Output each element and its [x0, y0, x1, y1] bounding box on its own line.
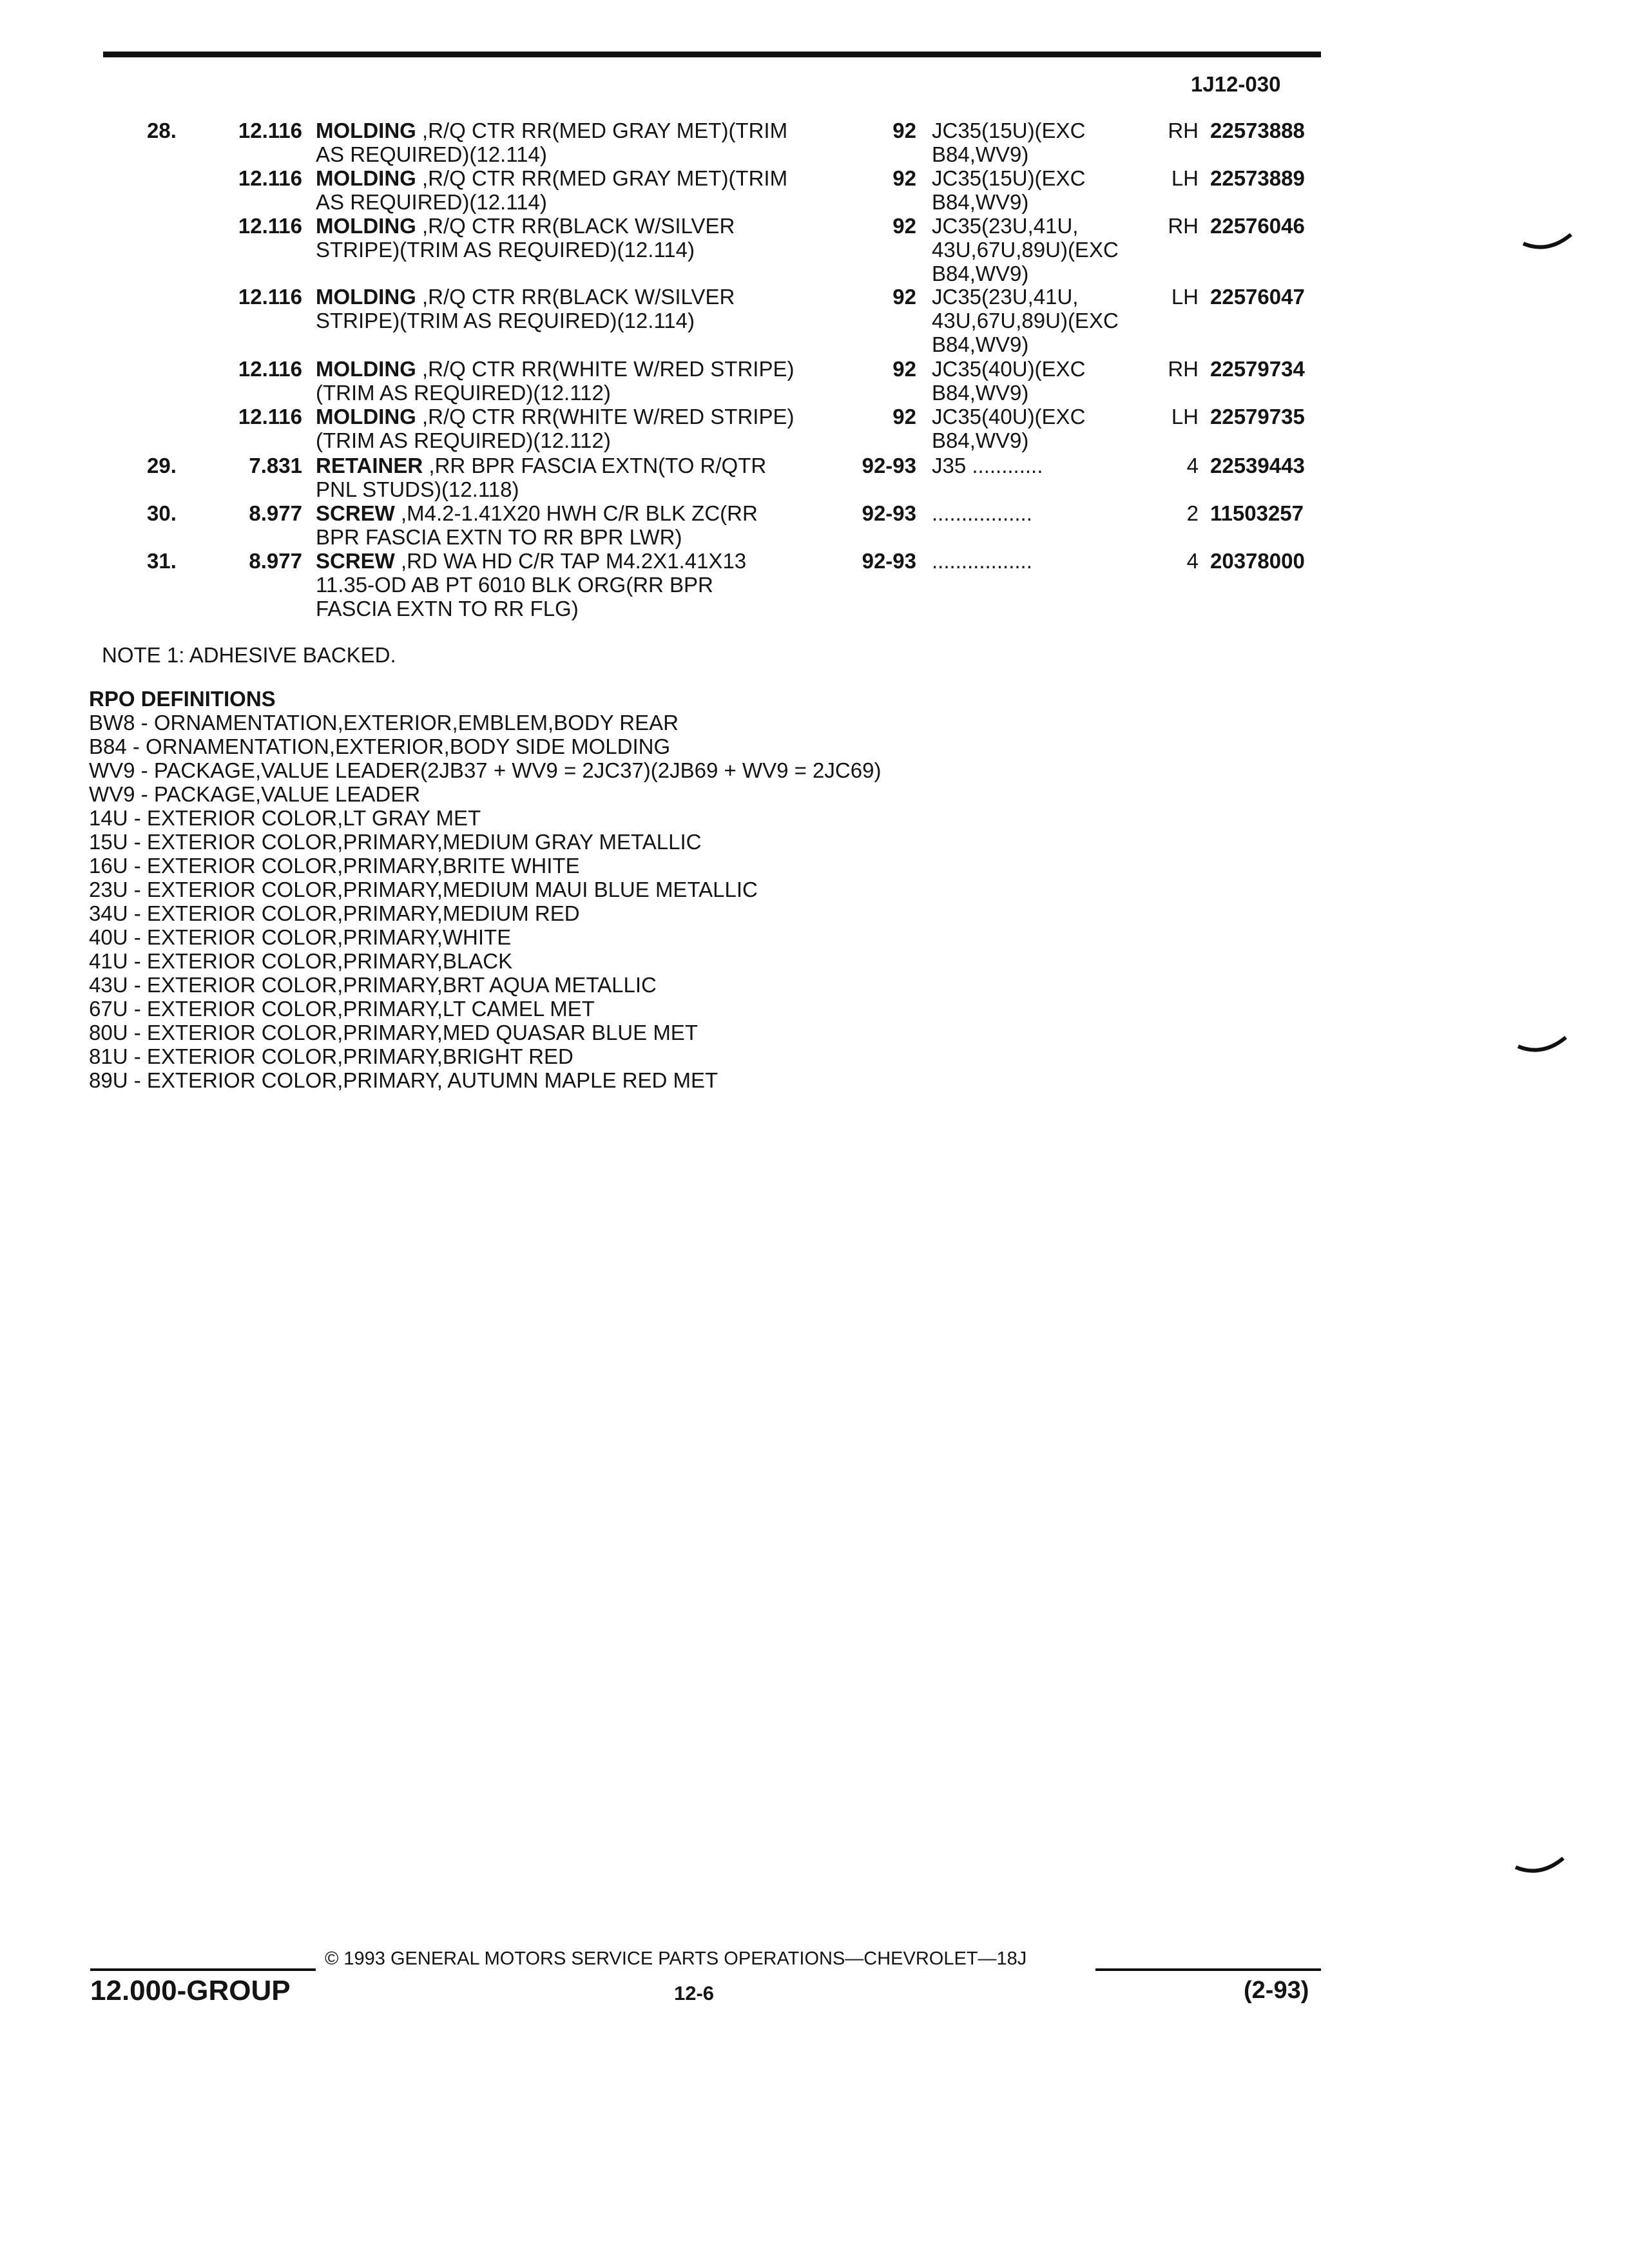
part-number: 20378000: [1210, 549, 1305, 573]
usage-line: 43U,67U,89U)(EXC: [932, 309, 1119, 332]
rpo-item: 67U - EXTERIOR COLOR,PRIMARY,LT CAMEL MET: [89, 997, 595, 1021]
rpo-item: 81U - EXTERIOR COLOR,PRIMARY,BRIGHT RED: [89, 1044, 574, 1068]
rpo-title: RPO DEFINITIONS: [89, 687, 276, 711]
description-line: [316, 454, 851, 477]
part-name: MOLDING: [316, 119, 416, 142]
description-line: [316, 214, 851, 238]
group-number: 7.831: [249, 454, 302, 477]
part-number: 22576047: [1210, 285, 1305, 309]
part-name: MOLDING: [316, 214, 416, 238]
usage: [932, 214, 1151, 285]
description: [316, 357, 851, 405]
side-or-qty: LH: [1171, 285, 1199, 309]
description-line: [316, 357, 851, 381]
group-number: 12.116: [238, 357, 302, 381]
description: [316, 405, 851, 452]
part-number: 11503257: [1210, 501, 1304, 525]
description: [316, 549, 851, 620]
usage: [932, 285, 1151, 356]
description: [316, 454, 851, 501]
group-number: 8.977: [249, 549, 302, 573]
usage-line: JC35(40U)(EXC: [932, 357, 1086, 381]
rpo-item: 14U - EXTERIOR COLOR,LT GRAY MET: [89, 806, 481, 830]
rpo-list: [89, 711, 881, 1092]
description-text: ,R/Q CTR RR(MED GRAY MET)(TRIM: [422, 166, 788, 190]
rpo-item: 34U - EXTERIOR COLOR,PRIMARY,MEDIUM RED: [89, 901, 580, 925]
part-number: 22576046: [1210, 214, 1305, 238]
rpo-item: BW8 - ORNAMENTATION,EXTERIOR,EMBLEM,BODY REAR: [89, 711, 679, 735]
description-text: AS REQUIRED)(12.114): [316, 190, 547, 214]
usage: [932, 166, 1151, 214]
rpo-item: WV9 - PACKAGE,VALUE LEADER: [89, 782, 421, 806]
description-line: [316, 381, 851, 405]
scan-mark-2: [1517, 1035, 1567, 1054]
part-name: MOLDING: [316, 166, 416, 190]
model-year: 92: [892, 357, 916, 381]
description-line: [316, 428, 851, 452]
footer-copyright: © 1993 GENERAL MOTORS SERVICE PARTS OPERATIONS—CHEVROLET—18J: [325, 1948, 1027, 1969]
usage: [932, 405, 1151, 452]
usage-line: JC35(15U)(EXC: [932, 166, 1086, 190]
rpo-item: 23U - EXTERIOR COLOR,PRIMARY,MEDIUM MAUI BLUE METALLIC: [89, 878, 758, 901]
part-number: 22573888: [1210, 119, 1305, 142]
usage: [932, 501, 1151, 525]
group-number: 12.116: [238, 405, 302, 428]
description-line: [316, 166, 851, 190]
description-text: ,R/Q CTR RR(MED GRAY MET)(TRIM: [422, 119, 788, 142]
scan-mark-3: [1514, 1856, 1565, 1875]
part-name: MOLDING: [316, 357, 416, 381]
description-text: (TRIM AS REQUIRED)(12.112): [316, 381, 611, 405]
part-number: 22579734: [1210, 357, 1305, 381]
side-or-qty: 4: [1186, 454, 1199, 477]
part-name: MOLDING: [316, 285, 416, 309]
top-rule: [103, 52, 1321, 57]
model-year: 92: [892, 285, 916, 309]
part-number: 22579735: [1210, 405, 1305, 428]
description-text: ,R/Q CTR RR(BLACK W/SILVER: [422, 214, 735, 238]
item-number: 28.: [147, 119, 177, 142]
item-number: 30.: [147, 501, 177, 525]
description-line: [316, 142, 851, 166]
description-text: (TRIM AS REQUIRED)(12.112): [316, 428, 611, 452]
model-year: 92: [892, 166, 916, 190]
usage-line: JC35(15U)(EXC: [932, 119, 1086, 142]
usage-line: 43U,67U,89U)(EXC: [932, 238, 1119, 262]
side-or-qty: 4: [1186, 549, 1199, 573]
description: [316, 501, 851, 549]
usage-line: JC35(23U,41U,: [932, 285, 1079, 309]
footer-date: (2-93): [1244, 1977, 1309, 2004]
page-id: 1J12-030: [1191, 72, 1281, 96]
description-text: ,RD WA HD C/R TAP M4.2X1.41X13: [401, 549, 747, 573]
group-number: 8.977: [249, 501, 302, 525]
description-line: [316, 238, 851, 262]
side-or-qty: RH: [1168, 119, 1199, 142]
rpo-item: WV9 - PACKAGE,VALUE LEADER(2JB37 + WV9 = 2JC37)(2JB69 + WV9 = 2JC69): [89, 758, 882, 782]
model-year: 92: [892, 405, 916, 428]
description: [316, 285, 851, 332]
model-year: 92: [892, 214, 916, 238]
description-text: 11.35-OD AB PT 6010 BLK ORG(RR BPR: [316, 573, 713, 597]
description-text: ,RR BPR FASCIA EXTN(TO R/QTR: [429, 454, 767, 477]
part-number: 22573889: [1210, 166, 1305, 190]
note: NOTE 1: ADHESIVE BACKED.: [102, 643, 396, 667]
description: [316, 166, 851, 214]
usage-line: JC35(23U,41U,: [932, 214, 1079, 238]
model-year: 92-93: [862, 501, 916, 525]
rpo-item: 43U - EXTERIOR COLOR,PRIMARY,BRT AQUA METALLIC: [89, 973, 657, 997]
description-line: [316, 285, 851, 309]
usage: [932, 454, 1151, 477]
description-text: ,M4.2-1.41X20 HWH C/R BLK ZC(RR: [401, 501, 758, 525]
side-or-qty: LH: [1171, 405, 1199, 428]
usage-line: B84,WV9): [932, 142, 1029, 166]
description-line: [316, 119, 851, 142]
description-line: [316, 501, 851, 525]
description-line: [316, 477, 851, 501]
description: [316, 214, 851, 262]
usage: [932, 549, 1151, 573]
description-line: [316, 573, 851, 597]
side-or-qty: LH: [1171, 166, 1199, 190]
description-text: ,R/Q CTR RR(WHITE W/RED STRIPE): [422, 357, 795, 381]
side-or-qty: RH: [1168, 214, 1199, 238]
usage-line: B84,WV9): [932, 190, 1029, 214]
footer-rule-right: [1095, 1968, 1321, 1971]
description-text: BPR FASCIA EXTN TO RR BPR LWR): [316, 525, 682, 549]
group-number: 12.116: [238, 119, 302, 142]
usage-line: J35 ............: [932, 454, 1043, 477]
footer-group: 12.000-GROUP: [90, 1975, 291, 2006]
usage-line: B84,WV9): [932, 262, 1029, 285]
part-name: MOLDING: [316, 405, 416, 428]
group-number: 12.116: [238, 285, 302, 309]
rpo-item: 16U - EXTERIOR COLOR,PRIMARY,BRITE WHITE: [89, 854, 580, 878]
description-text: AS REQUIRED)(12.114): [316, 142, 547, 166]
usage-line: B84,WV9): [932, 381, 1029, 405]
description-text: STRIPE)(TRIM AS REQUIRED)(12.114): [316, 238, 695, 262]
rpo-item: 80U - EXTERIOR COLOR,PRIMARY,MED QUASAR BLUE MET: [89, 1021, 698, 1044]
rpo-item: 89U - EXTERIOR COLOR,PRIMARY, AUTUMN MAPLE RED MET: [89, 1068, 718, 1092]
description-line: [316, 405, 851, 428]
model-year: 92: [892, 119, 916, 142]
description: [316, 119, 851, 166]
model-year: 92-93: [862, 454, 916, 477]
description-line: [316, 549, 851, 573]
part-number: 22539443: [1210, 454, 1305, 477]
part-name: SCREW: [316, 501, 395, 525]
item-number: 29.: [147, 454, 177, 477]
description-text: ,R/Q CTR RR(BLACK W/SILVER: [422, 285, 735, 309]
description-line: [316, 597, 851, 620]
description-text: STRIPE)(TRIM AS REQUIRED)(12.114): [316, 309, 695, 332]
footer-page-number: 12-6: [674, 1982, 715, 2004]
usage-line: B84,WV9): [932, 428, 1029, 452]
description-text: ,R/Q CTR RR(WHITE W/RED STRIPE): [422, 405, 795, 428]
model-year: 92-93: [862, 549, 916, 573]
usage-line: .................: [932, 501, 1032, 525]
scan-mark-1: [1522, 232, 1572, 251]
description-line: [316, 190, 851, 214]
part-name: SCREW: [316, 549, 395, 573]
rpo-item: 41U - EXTERIOR COLOR,PRIMARY,BLACK: [89, 949, 513, 973]
description-line: [316, 309, 851, 332]
description-text: FASCIA EXTN TO RR FLG): [316, 597, 579, 620]
group-number: 12.116: [238, 214, 302, 238]
description-line: [316, 525, 851, 549]
group-number: 12.116: [238, 166, 302, 190]
description-text: PNL STUDS)(12.118): [316, 477, 519, 501]
usage-line: B84,WV9): [932, 332, 1029, 356]
rpo-definitions: [89, 687, 881, 1092]
part-name: RETAINER: [316, 454, 423, 477]
item-number: 31.: [147, 549, 177, 573]
rpo-item: 15U - EXTERIOR COLOR,PRIMARY,MEDIUM GRAY METALLIC: [89, 830, 702, 854]
usage-line: .................: [932, 549, 1032, 573]
side-or-qty: 2: [1186, 501, 1199, 525]
usage: [932, 357, 1151, 405]
usage-line: JC35(40U)(EXC: [932, 405, 1086, 428]
rpo-item: 40U - EXTERIOR COLOR,PRIMARY,WHITE: [89, 925, 512, 949]
usage: [932, 119, 1151, 166]
side-or-qty: RH: [1168, 357, 1199, 381]
rpo-item: B84 - ORNAMENTATION,EXTERIOR,BODY SIDE MOLDING: [89, 735, 671, 758]
footer-rule-left: [90, 1968, 316, 1971]
